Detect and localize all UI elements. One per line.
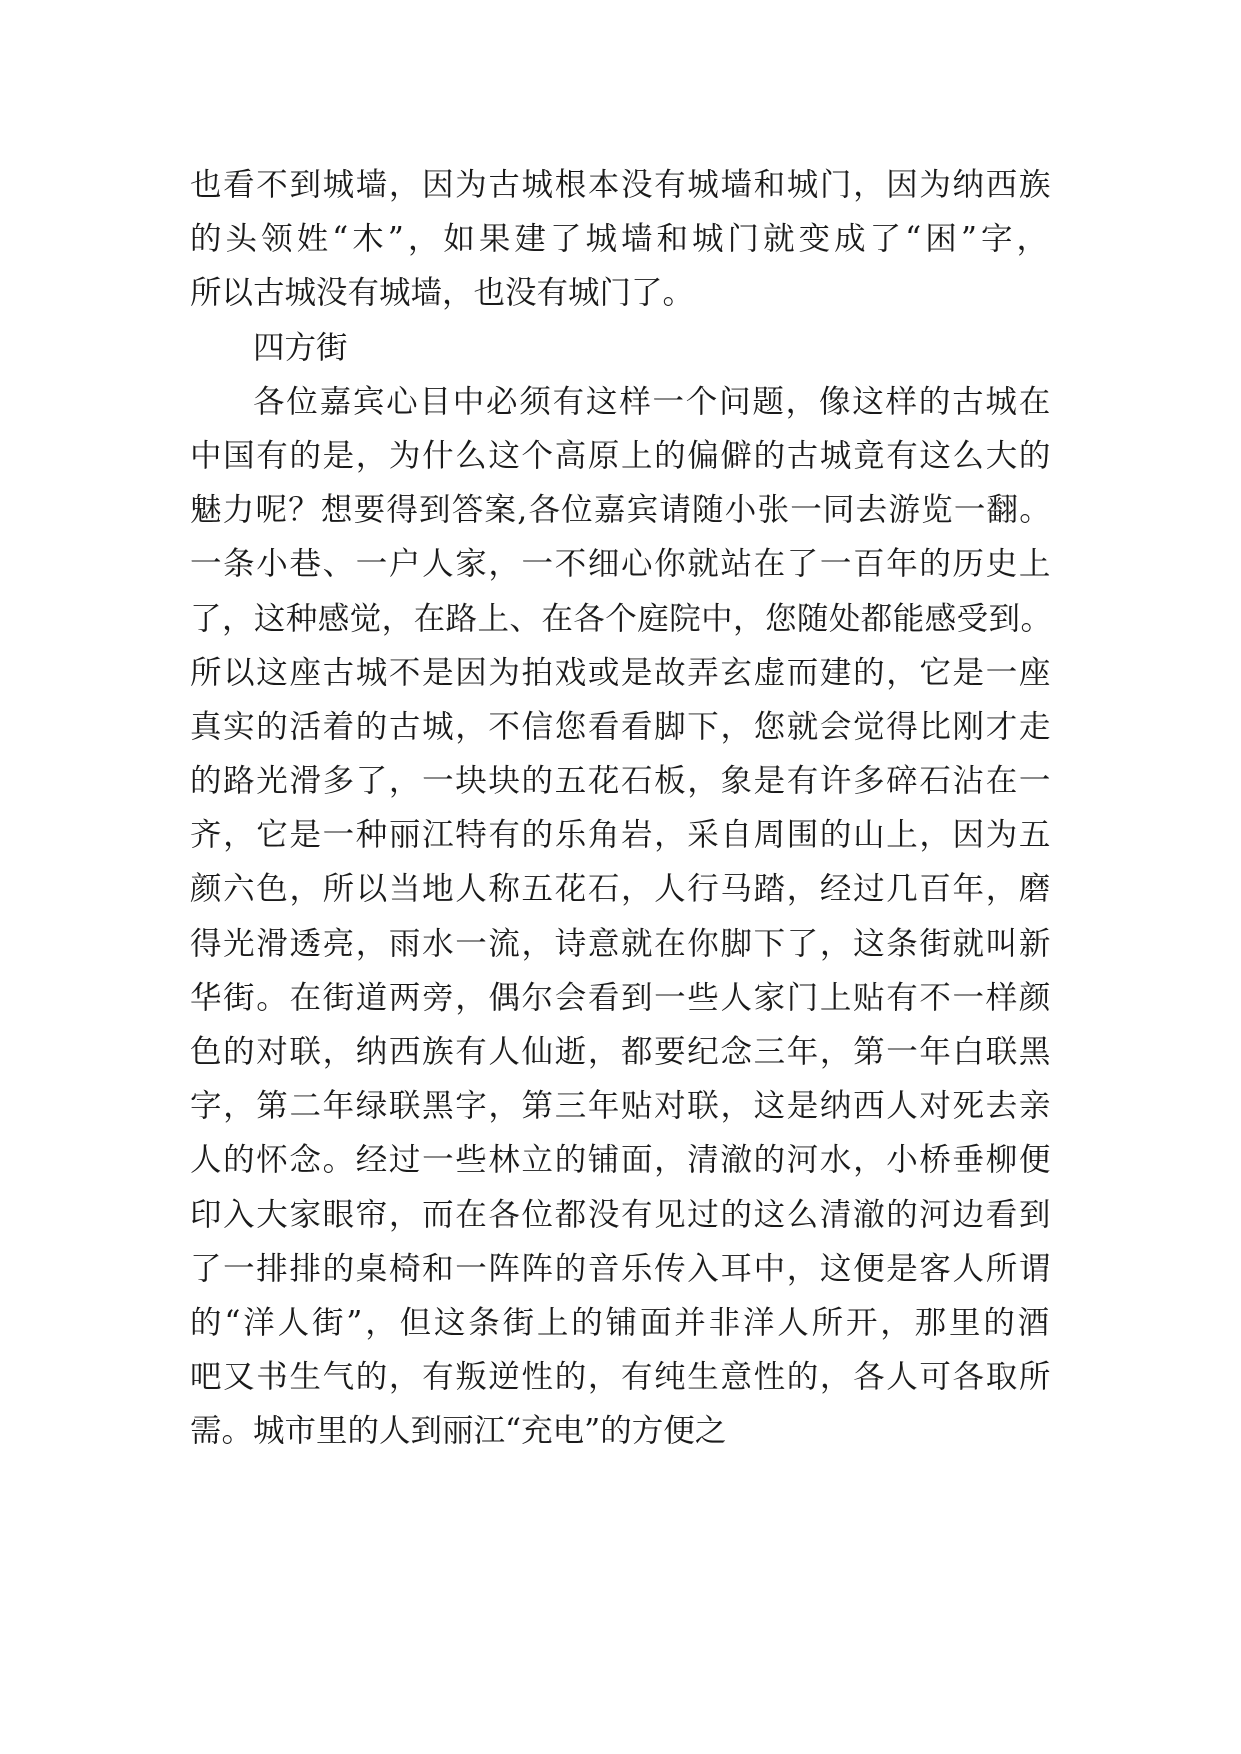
text-line: 魅力呢？想要得到答案,各位嘉宾请随小张一同去游览一翻。 <box>190 492 1052 529</box>
text-line: 各位嘉宾心目中必须有这样一个问题，像这样的古城在 <box>253 383 1052 420</box>
text-line: 字，第二年绿联黑字，第三年贴对联，这是纳西人对死去亲 <box>190 1088 1053 1125</box>
text-line: 人的怀念。经过一些林立的铺面，清澈的河水，小桥垂柳便 <box>190 1142 1053 1179</box>
text-line: 印入大家眼帘，而在各位都没有见过的这么清澈的河边看到 <box>190 1196 1053 1233</box>
text-line: 色的对联，纳西族有人仙逝，都要纪念三年，第一年白联黑 <box>190 1034 1053 1070</box>
text-line: 也看不到城墙，因为古城根本没有城墙和城门，因为纳西族 <box>190 167 1053 203</box>
text-line: 真实的活着的古城，不信您看看脚下，您就会觉得比刚才走 <box>190 708 1053 745</box>
text-line: 所以这座古城不是因为拍戏或是故弄玄虚而建的，它是一座 <box>190 654 1053 691</box>
text-line: 所以古城没有城墙，也没有城门了。 <box>190 275 695 312</box>
text-line: 了，这种感觉，在路上、在各个庭院中，您随处都能感受到。 <box>190 600 1053 637</box>
text-line: 吧又书生气的，有叛逆性的，有纯生意性的，各人可各取所 <box>190 1359 1053 1396</box>
text-line: 的头领姓“木”，如果建了城墙和城门就变成了“困”字， <box>190 221 1052 258</box>
text-line: 中国有的是，为什么这个高原上的偏僻的古城竟有这么大的 <box>190 437 1053 474</box>
text-line: 齐，它是一种丽江特有的乐角岩，采自周围的山上，因为五 <box>190 817 1053 854</box>
body-text <box>190 158 1052 1459</box>
text-line: 得光滑透亮，雨水一流，诗意就在你脚下了，这条街就叫新 <box>190 925 1053 962</box>
text-line: 一条小巷、一户人家，一不细心你就站在了一百年的历史上 <box>190 546 1053 583</box>
text-line: 华街。在街道两旁，偶尔会看到一些人家门上贴有不一样颜 <box>190 979 1053 1016</box>
text-line: 需。城市里的人到丽江“充电”的方便之 <box>190 1413 727 1450</box>
text-line: 的“洋人街”，但这条街上的铺面并非洋人所开，那里的酒 <box>190 1304 1052 1341</box>
text-line: 了一排排的桌椅和一阵阵的音乐传入耳中，这便是客人所谓 <box>190 1250 1053 1287</box>
section-heading: 四方街 <box>253 329 348 366</box>
text-line: 颜六色，所以当地人称五花石，人行马踏，经过几百年，磨 <box>190 871 1053 908</box>
text-line: 的路光滑多了，一块块的五花石板，象是有许多碎石沾在一 <box>190 763 1053 800</box>
